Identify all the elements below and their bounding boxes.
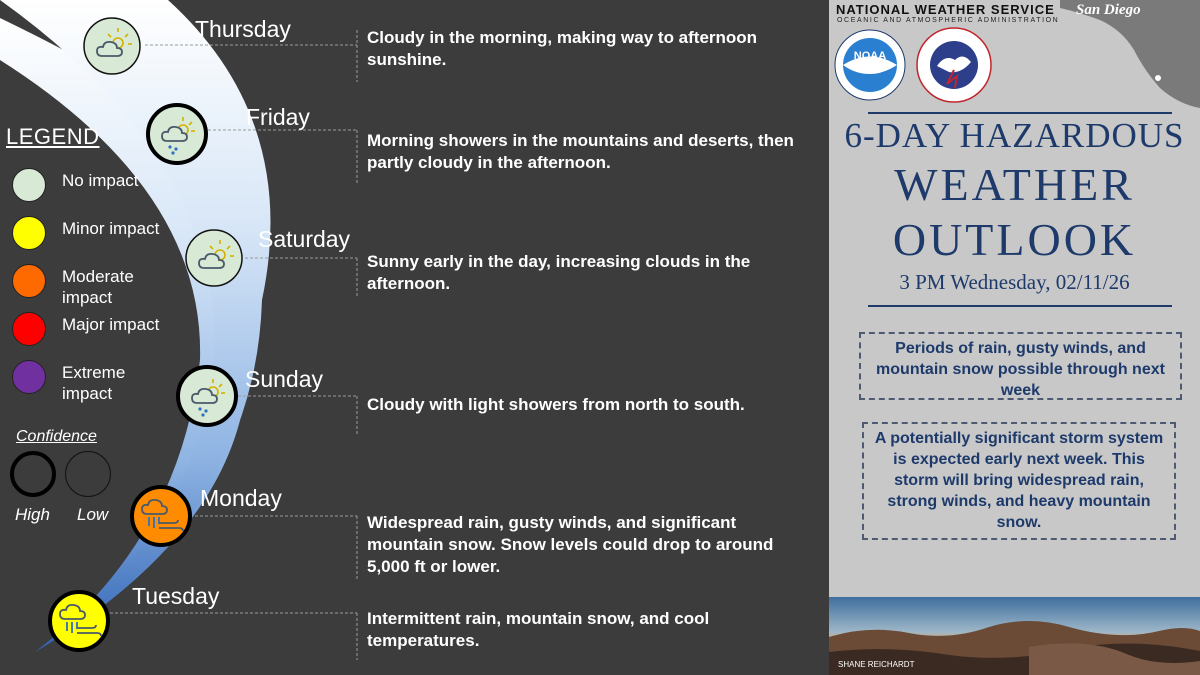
day-name-tuesday: Tuesday xyxy=(132,583,220,609)
confidence-high-label: High xyxy=(15,505,50,524)
legend-label: Moderate impact xyxy=(62,267,134,307)
noaa-logo xyxy=(833,28,907,102)
forecast-thursday: Cloudy in the morning, making way to afternoon sunshine. xyxy=(367,28,758,69)
legend-item-major-impact xyxy=(12,312,192,352)
legend-title: LEGEND xyxy=(6,124,100,149)
partly-sunny-icon xyxy=(184,228,244,288)
legend-label: Minor impact xyxy=(62,219,160,238)
day-name-sunday: Sunday xyxy=(245,366,324,392)
legend-item-extreme-impact xyxy=(12,360,192,403)
photo-credit: SHANE REICHARDT xyxy=(838,660,915,669)
low-confidence-ring xyxy=(65,451,111,497)
nws-logo xyxy=(915,26,993,104)
day-name-friday: Friday xyxy=(246,104,310,130)
forecast-saturday: Sunny early in the day, increasing clouds in the afternoon. xyxy=(367,252,751,293)
legend-item-no-impact xyxy=(12,168,192,208)
rain-wind-icon xyxy=(129,484,193,548)
summary-box: Periods of rain, gusty winds, and mountain snow possible through next week xyxy=(859,332,1182,400)
agency-name: NATIONAL WEATHER SERVICE xyxy=(836,2,1055,17)
legend-swatch xyxy=(12,168,46,202)
legend-label: No impact xyxy=(62,171,139,190)
legend-swatch xyxy=(12,360,46,394)
day-name-monday: Monday xyxy=(200,485,282,511)
forecast-sunday: Cloudy with light showers from north to south. xyxy=(367,395,745,414)
day-name-thursday: Thursday xyxy=(195,16,291,42)
forecast-friday: Morning showers in the mountains and deserts, then partly cloudy in the afternoon. xyxy=(367,131,794,172)
legend-label: Extreme impact xyxy=(62,363,126,403)
partly-sunny-icon xyxy=(82,16,142,76)
outlook-title-line1: 6-DAY HAZARDOUS xyxy=(844,116,1185,155)
legend-label: Major impact xyxy=(62,315,160,334)
confidence-title: Confidence xyxy=(16,428,97,445)
rain-wind-icon xyxy=(47,589,111,653)
day-name-saturday: Saturday xyxy=(258,226,351,252)
title-rule-bottom xyxy=(868,305,1172,307)
title-rule-top xyxy=(868,112,1172,114)
outlook-title-line3: OUTLOOK xyxy=(892,214,1137,265)
legend-item-moderate-impact xyxy=(12,264,192,307)
parent-agency-name: OCEANIC AND ATMOSPHERIC ADMINISTRATION xyxy=(837,17,1060,24)
high-confidence-ring xyxy=(10,451,56,497)
forecast-tuesday: Intermittent rain, mountain snow, and cool temperatures. xyxy=(367,609,710,650)
office-label: San Diego xyxy=(1076,2,1141,18)
issued-time: 3 PM Wednesday, 02/11/26 xyxy=(899,270,1130,294)
sun-cloud-rain-icon xyxy=(175,364,239,428)
confidence-low-label: Low xyxy=(77,505,109,524)
legend-swatch xyxy=(12,312,46,346)
legend-swatch xyxy=(12,216,46,250)
sun-cloud-rain-icon xyxy=(145,102,209,166)
outlook-title-line2: WEATHER xyxy=(894,159,1135,210)
legend-item-minor-impact xyxy=(12,216,192,256)
legend-swatch xyxy=(12,264,46,298)
noaa-logo-text: NOAA xyxy=(853,50,887,62)
detail-box: A potentially significant storm system is expected early next week. This storm will bring widespread rain, strong winds, and heavy mountain snow. xyxy=(862,422,1176,540)
forecast-monday: Widespread rain, gusty winds, and significant mountain snow. Snow levels could drop to around 5,000 ft or lower. xyxy=(367,513,774,576)
